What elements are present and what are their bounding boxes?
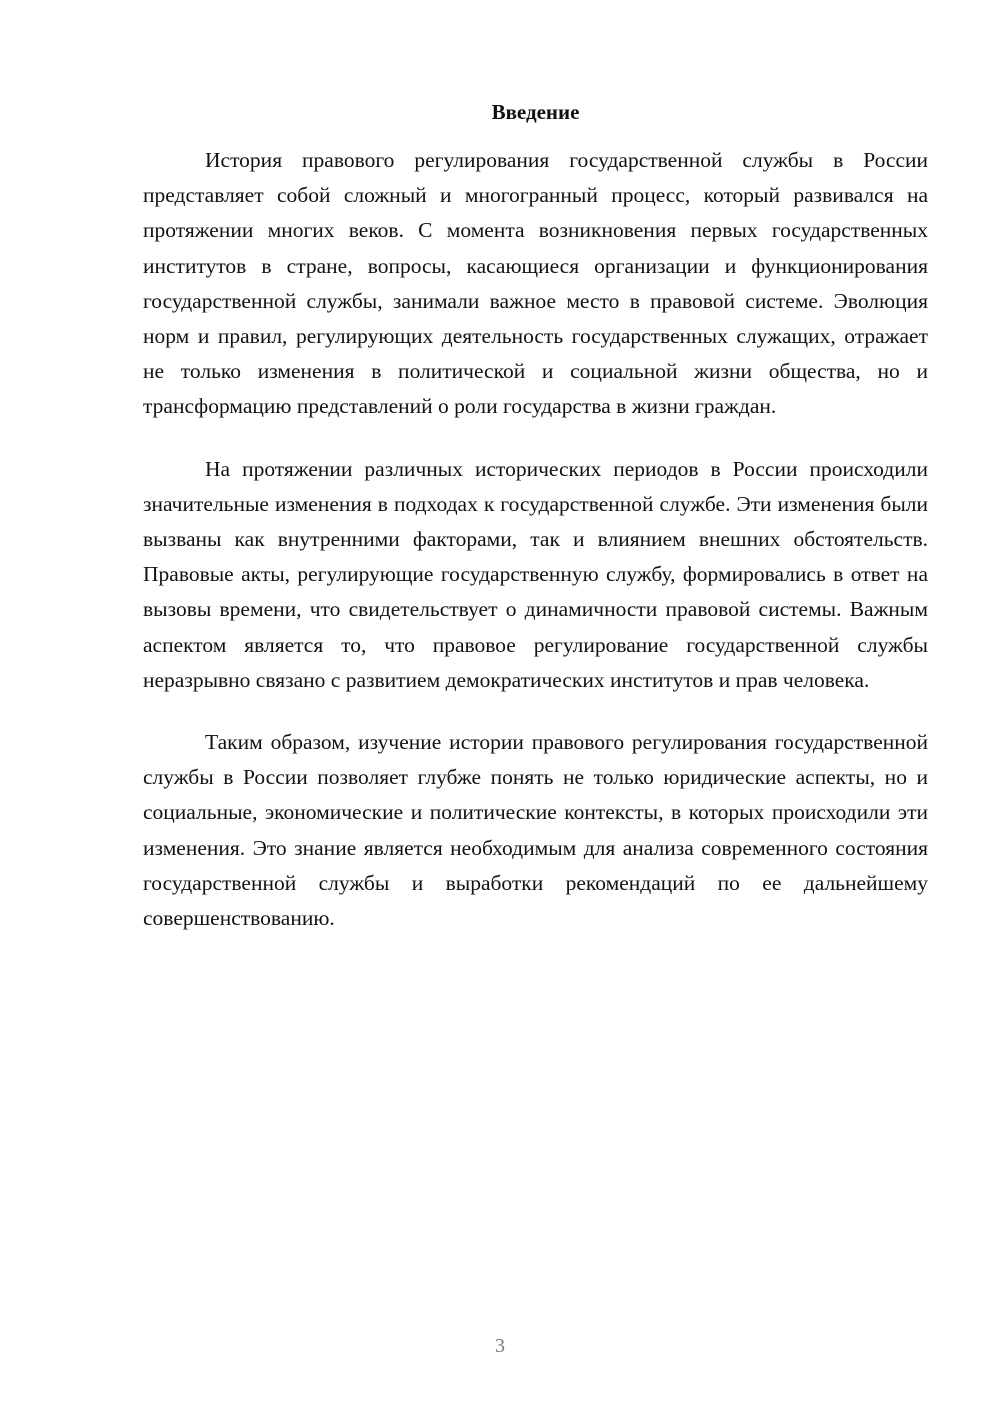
paragraph-1: История правового регулирования государственной службы в России представляет собой сложный и многогранный процесс, который развивался на протяжении многих веков. С момента возникновения первых государственных институтов в стране, вопросы, касающиеся организации и функционирования государственной службы, занимали важное место в правовой системе. Эволюция норм и правил, регулирующих деятельность государственных служащих, отражает не только изменения в политической и социальной жизни общества, но и трансформацию представлений о роли государства в жизни граждан. xyxy=(143,148,928,419)
page-number: 3 xyxy=(495,1335,505,1357)
document-body xyxy=(143,143,928,963)
paragraph-3: Таким образом, изучение истории правового регулирования государственной службы в России позволяет глубже понять не только юридические аспекты, но и социальные, экономические и политические контексты, в которых происходили эти изменения. Это знание является необходимым для анализа современного состояния государственной службы и выработки рекомендаций по ее дальнейшему совершенствованию. xyxy=(143,730,928,931)
paragraph-2: На протяжении различных исторических периодов в России происходили значительные изменения в подходах к государственной службе. Эти изменения были вызваны как внутренними факторами, так и влиянием внешних обстоятельств. Правовые акты, регулирующие государственную службу, формировались в ответ на вызовы времени, что свидетельствует о динамичности правовой системы. Важным аспектом является то, что правовое регулирование государственной службы неразрывно связано с развитием демократических институтов и прав человека. xyxy=(143,456,928,692)
section-heading: Введение xyxy=(491,100,580,124)
